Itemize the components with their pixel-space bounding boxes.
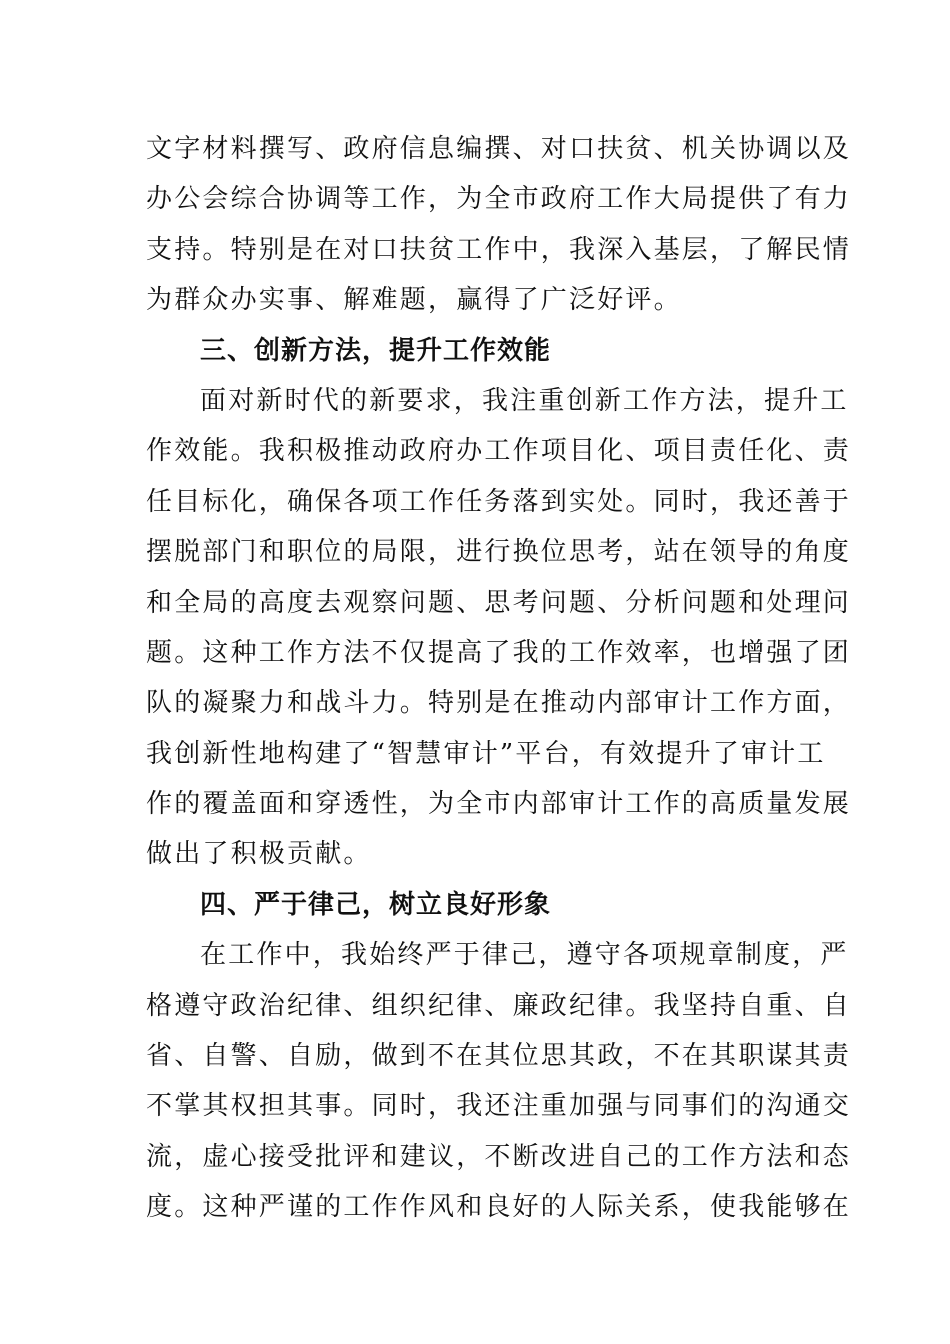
text-line: 在工作中，我始终严于律己，遵守各项规章制度，严 bbox=[200, 940, 849, 971]
text-line: 作效能。我积极推动政府办工作项目化、项目责任化、责 bbox=[146, 436, 852, 467]
text-line: 任目标化，确保各项工作任务落到实处。同时，我还善于 bbox=[146, 486, 852, 517]
section-heading-3: 三、创新方法，提升工作效能 bbox=[200, 335, 552, 366]
text-line: 流，虚心接受批评和建议，不断改进自己的工作方法和态 bbox=[146, 1141, 852, 1172]
section-heading-4: 四、严于律己，树立良好形象 bbox=[200, 889, 552, 920]
text-line: 面对新时代的新要求，我注重创新工作方法，提升工 bbox=[200, 385, 849, 416]
text-line: 和全局的高度去观察问题、思考问题、分析问题和处理问 bbox=[146, 587, 852, 618]
text-line: 办公会综合协调等工作，为全市政府工作大局提供了有力 bbox=[146, 184, 852, 215]
document-body bbox=[146, 124, 852, 1233]
text-line: 摆脱部门和职位的局限，进行换位思考，站在领导的角度 bbox=[146, 537, 852, 568]
text-line: 文字材料撰写、政府信息编撰、对口扶贫、机关协调以及 bbox=[146, 134, 852, 164]
text-line: 我创新性地构建了“智慧审计”平台，有效提升了审计工 bbox=[146, 738, 826, 769]
text-line: 不掌其权担其事。同时，我还注重加强与同事们的沟通交 bbox=[146, 1091, 852, 1122]
text-line: 省、自警、自励，做到不在其位思其政，不在其职谋其责 bbox=[146, 1041, 852, 1072]
text-line: 支持。特别是在对口扶贫工作中，我深入基层，了解民情 bbox=[146, 234, 852, 265]
text-line: 题。这种工作方法不仅提高了我的工作效率，也增强了团 bbox=[146, 637, 852, 668]
text-line: 为群众办实事、解难题，赢得了广泛好评。 bbox=[146, 285, 682, 316]
text-line: 格遵守政治纪律、组织纪律、廉政纪律。我坚持自重、自 bbox=[146, 990, 852, 1021]
text-line: 度。这种严谨的工作作风和良好的人际关系，使我能够在 bbox=[146, 1192, 852, 1223]
text-line: 做出了积极贡献。 bbox=[146, 839, 372, 870]
text-line: 作的覆盖面和穿透性，为全市内部审计工作的高质量发展 bbox=[146, 789, 852, 820]
text-line: 队的凝聚力和战斗力。特别是在推动内部审计工作方面， bbox=[146, 688, 852, 719]
